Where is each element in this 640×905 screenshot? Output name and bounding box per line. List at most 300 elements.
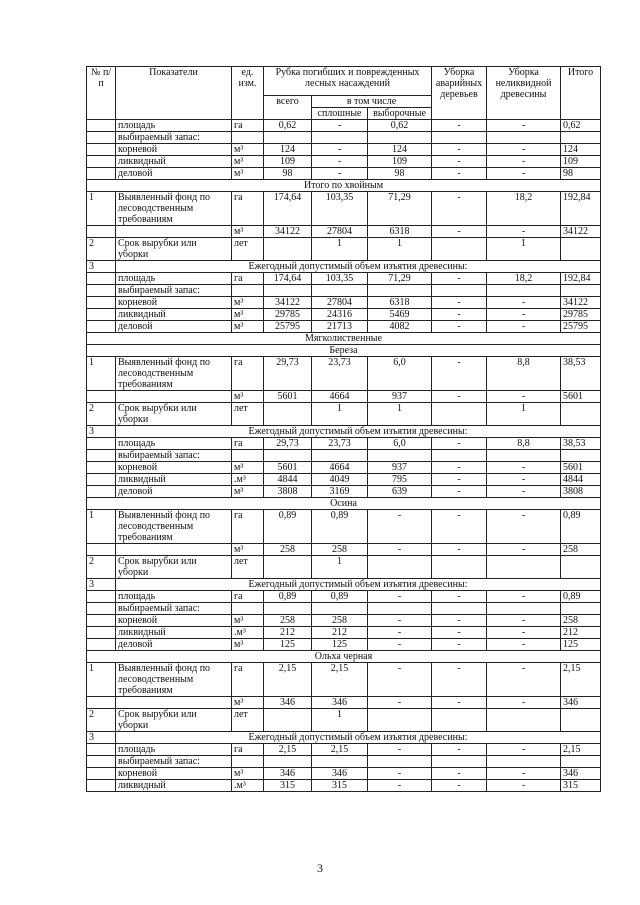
value-sum: 4844 [561, 474, 601, 486]
value-emergency: - [432, 486, 487, 498]
row-label: площадь [116, 591, 232, 603]
value-clear: 103,35 [312, 273, 368, 285]
value-emergency: - [432, 120, 487, 132]
value-total: 258 [264, 544, 312, 556]
value-selective: 1 [368, 238, 432, 261]
section-heading: Итого по хвойным [87, 180, 601, 192]
value-clear: 346 [312, 697, 368, 709]
table-row [87, 615, 601, 627]
row-unit: м³ [232, 544, 264, 556]
value-illiquid: - [487, 615, 561, 627]
value-illiquid: 18,2 [487, 192, 561, 226]
value-illiquid: 1 [487, 403, 561, 426]
value-total: 34122 [264, 226, 312, 238]
row-label: Выявленный фонд по лесоводственным требованиям [116, 357, 232, 391]
value-clear: 1 [312, 238, 368, 261]
value-clear: 258 [312, 615, 368, 627]
row-label [116, 544, 232, 556]
value-total: 3808 [264, 486, 312, 498]
value-clear [312, 285, 368, 297]
value-clear: 0,89 [312, 591, 368, 603]
row-label: выбираемый запас: [116, 603, 232, 615]
value-illiquid [487, 756, 561, 768]
value-sum [561, 403, 601, 426]
row-number [87, 744, 116, 756]
row-number [87, 226, 116, 238]
row-unit: м³ [232, 462, 264, 474]
row-unit: га [232, 510, 264, 544]
table-row [87, 744, 601, 756]
value-clear: 4049 [312, 474, 368, 486]
row-unit [232, 756, 264, 768]
value-illiquid [487, 132, 561, 144]
value-emergency: - [432, 156, 487, 168]
value-total: 34122 [264, 297, 312, 309]
value-clear: 4664 [312, 462, 368, 474]
value-illiquid: - [487, 663, 561, 697]
row-label: площадь [116, 744, 232, 756]
value-emergency: - [432, 474, 487, 486]
table-row [87, 357, 601, 391]
value-total: 174,64 [264, 192, 312, 226]
header-total: всего [264, 96, 312, 120]
value-emergency: - [432, 438, 487, 450]
table-row [87, 603, 601, 615]
table-row [87, 226, 601, 238]
value-total: 4844 [264, 474, 312, 486]
header-felling: Рубка погибших и поврежденных лесных насаждений [264, 67, 432, 96]
row-unit: м³ [232, 168, 264, 180]
row-number [87, 780, 116, 792]
header-clear: сплошные [312, 108, 368, 120]
table-row [87, 285, 601, 297]
value-clear: 23,73 [312, 357, 368, 391]
row-label: корневой [116, 297, 232, 309]
row-unit: м³ [232, 639, 264, 651]
value-clear: - [312, 120, 368, 132]
value-selective: 6,0 [368, 357, 432, 391]
value-selective: 1 [368, 403, 432, 426]
row-label: площадь [116, 438, 232, 450]
table-row [87, 391, 601, 403]
value-illiquid: - [487, 768, 561, 780]
row-label: корневой [116, 768, 232, 780]
row-unit: лет [232, 709, 264, 732]
value-sum: 258 [561, 544, 601, 556]
row-label: ликвидный [116, 780, 232, 792]
row-label: ликвидный [116, 309, 232, 321]
value-sum: 0,89 [561, 510, 601, 544]
value-sum [561, 603, 601, 615]
value-selective: - [368, 663, 432, 697]
section-row [87, 498, 601, 510]
value-sum: 98 [561, 168, 601, 180]
value-total: 124 [264, 144, 312, 156]
row-number [87, 450, 116, 462]
table-row [87, 156, 601, 168]
value-total: 0,62 [264, 120, 312, 132]
row-number: 1 [87, 357, 116, 391]
row-number [87, 168, 116, 180]
row-unit: га [232, 273, 264, 285]
value-emergency: - [432, 273, 487, 285]
value-total: 315 [264, 780, 312, 792]
table-row [87, 591, 601, 603]
row-label: Срок вырубки или уборки [116, 238, 232, 261]
row-number [87, 156, 116, 168]
value-illiquid: - [487, 297, 561, 309]
value-selective: - [368, 768, 432, 780]
value-selective: 6318 [368, 297, 432, 309]
value-total [264, 556, 312, 579]
value-clear: 2,15 [312, 663, 368, 697]
value-selective: - [368, 544, 432, 556]
value-sum [561, 238, 601, 261]
row-number: 3 [87, 426, 116, 438]
table-row [87, 697, 601, 709]
value-sum: 29785 [561, 309, 601, 321]
value-illiquid: - [487, 510, 561, 544]
value-clear: 258 [312, 544, 368, 556]
value-selective: 124 [368, 144, 432, 156]
value-sum: 38,53 [561, 357, 601, 391]
value-illiquid: - [487, 226, 561, 238]
row-label: деловой [116, 321, 232, 333]
value-selective: 6318 [368, 226, 432, 238]
value-emergency: - [432, 309, 487, 321]
value-emergency: - [432, 357, 487, 391]
value-illiquid: - [487, 462, 561, 474]
annual-volume-row [87, 732, 601, 744]
value-selective [368, 285, 432, 297]
value-sum: 5601 [561, 462, 601, 474]
value-emergency: - [432, 462, 487, 474]
value-total: 346 [264, 768, 312, 780]
table-row [87, 768, 601, 780]
table-row [87, 639, 601, 651]
header-num: № п/п [87, 67, 116, 120]
row-label: Срок вырубки или уборки [116, 403, 232, 426]
row-unit: га [232, 357, 264, 391]
value-sum: 3808 [561, 486, 601, 498]
table-row [87, 403, 601, 426]
row-unit: м³ [232, 297, 264, 309]
value-emergency [432, 403, 487, 426]
value-emergency: - [432, 663, 487, 697]
row-label: площадь [116, 120, 232, 132]
row-label: Выявленный фонд по лесоводственным требованиям [116, 510, 232, 544]
row-label: Срок вырубки или уборки [116, 556, 232, 579]
page-number: 3 [317, 861, 323, 875]
row-number [87, 544, 116, 556]
value-clear: 23,73 [312, 438, 368, 450]
value-clear: 21713 [312, 321, 368, 333]
value-selective: 0,62 [368, 120, 432, 132]
row-number [87, 285, 116, 297]
row-unit: м³ [232, 144, 264, 156]
value-emergency: - [432, 639, 487, 651]
table-row [87, 120, 601, 132]
annual-volume-row [87, 579, 601, 591]
value-sum: 109 [561, 156, 601, 168]
value-total: 346 [264, 697, 312, 709]
header-selective: выборочные [368, 108, 432, 120]
value-total: 212 [264, 627, 312, 639]
value-total: 29,73 [264, 438, 312, 450]
row-unit: га [232, 744, 264, 756]
value-selective [368, 556, 432, 579]
row-number [87, 462, 116, 474]
value-total: 29785 [264, 309, 312, 321]
value-selective [368, 132, 432, 144]
value-illiquid [487, 285, 561, 297]
value-selective: 98 [368, 168, 432, 180]
section-heading: Осина [87, 498, 601, 510]
row-number [87, 438, 116, 450]
value-sum: 0,62 [561, 120, 601, 132]
value-sum: 34122 [561, 226, 601, 238]
header-including: в том числе [312, 96, 432, 108]
value-illiquid: - [487, 474, 561, 486]
row-label: Выявленный фонд по лесоводственным требованиям [116, 192, 232, 226]
row-number [87, 309, 116, 321]
value-emergency: - [432, 192, 487, 226]
row-label: ликвидный [116, 627, 232, 639]
row-number [87, 768, 116, 780]
value-total: 2,15 [264, 663, 312, 697]
row-number [87, 591, 116, 603]
value-emergency: - [432, 615, 487, 627]
value-illiquid [487, 450, 561, 462]
value-clear: - [312, 156, 368, 168]
value-sum: 258 [561, 615, 601, 627]
value-sum: 346 [561, 697, 601, 709]
value-sum: 124 [561, 144, 601, 156]
table-row [87, 709, 601, 732]
value-emergency: - [432, 780, 487, 792]
annual-volume-heading: Ежегодный допустимый объем изъятия древесины: [116, 261, 601, 273]
value-illiquid: - [487, 697, 561, 709]
value-sum: 25795 [561, 321, 601, 333]
value-total [264, 238, 312, 261]
value-total [264, 285, 312, 297]
row-label: выбираемый запас: [116, 285, 232, 297]
row-label: деловой [116, 168, 232, 180]
row-number: 1 [87, 192, 116, 226]
value-emergency [432, 756, 487, 768]
value-sum [561, 285, 601, 297]
row-number [87, 273, 116, 285]
row-number [87, 321, 116, 333]
value-clear: 103,35 [312, 192, 368, 226]
value-selective: - [368, 510, 432, 544]
row-label: площадь [116, 273, 232, 285]
row-unit: га [232, 438, 264, 450]
row-label: корневой [116, 144, 232, 156]
value-clear: 125 [312, 639, 368, 651]
value-total: 0,89 [264, 591, 312, 603]
value-illiquid: - [487, 591, 561, 603]
value-selective: 795 [368, 474, 432, 486]
header-sum: Итого [561, 67, 601, 120]
row-unit [232, 450, 264, 462]
row-unit [232, 132, 264, 144]
section-row [87, 180, 601, 192]
table-row [87, 556, 601, 579]
value-sum [561, 132, 601, 144]
row-label: деловой [116, 639, 232, 651]
value-sum [561, 756, 601, 768]
table-row [87, 132, 601, 144]
row-label: Выявленный фонд по лесоводственным требованиям [116, 663, 232, 697]
value-emergency [432, 709, 487, 732]
row-label: деловой [116, 486, 232, 498]
row-number: 2 [87, 556, 116, 579]
value-selective: 937 [368, 462, 432, 474]
value-emergency [432, 603, 487, 615]
value-selective: - [368, 744, 432, 756]
row-unit [232, 603, 264, 615]
row-unit: га [232, 591, 264, 603]
value-illiquid: - [487, 544, 561, 556]
value-total: 29,73 [264, 357, 312, 391]
value-sum: 315 [561, 780, 601, 792]
annual-volume-heading: Ежегодный допустимый объем изъятия древесины: [116, 579, 601, 591]
row-label: выбираемый запас: [116, 132, 232, 144]
row-number: 1 [87, 663, 116, 697]
row-unit: м³ [232, 768, 264, 780]
row-number: 1 [87, 510, 116, 544]
row-number: 3 [87, 579, 116, 591]
row-label: корневой [116, 615, 232, 627]
table-row [87, 544, 601, 556]
row-number [87, 144, 116, 156]
row-unit: м³ [232, 391, 264, 403]
row-unit: га [232, 663, 264, 697]
value-clear: 315 [312, 780, 368, 792]
value-clear [312, 132, 368, 144]
section-heading: Береза [87, 345, 601, 357]
value-emergency: - [432, 768, 487, 780]
value-clear: 4664 [312, 391, 368, 403]
table-row [87, 474, 601, 486]
value-emergency: - [432, 544, 487, 556]
table-row [87, 238, 601, 261]
row-number [87, 486, 116, 498]
annual-volume-row [87, 261, 601, 273]
table-row [87, 438, 601, 450]
table-row [87, 663, 601, 697]
value-selective [368, 450, 432, 462]
table-row [87, 756, 601, 768]
value-clear: 1 [312, 556, 368, 579]
value-selective: 639 [368, 486, 432, 498]
value-illiquid [487, 709, 561, 732]
row-number [87, 639, 116, 651]
value-illiquid: - [487, 486, 561, 498]
row-unit: лет [232, 556, 264, 579]
row-unit: га [232, 120, 264, 132]
row-unit: .м³ [232, 780, 264, 792]
value-total: 2,15 [264, 744, 312, 756]
value-illiquid: - [487, 639, 561, 651]
value-total: 258 [264, 615, 312, 627]
value-sum: 34122 [561, 297, 601, 309]
value-selective: - [368, 697, 432, 709]
value-clear: 1 [312, 403, 368, 426]
value-illiquid: - [487, 144, 561, 156]
row-number: 3 [87, 261, 116, 273]
value-total: 98 [264, 168, 312, 180]
value-emergency [432, 556, 487, 579]
value-illiquid: - [487, 321, 561, 333]
value-clear: 212 [312, 627, 368, 639]
value-selective: - [368, 639, 432, 651]
table-row [87, 627, 601, 639]
value-total: 5601 [264, 391, 312, 403]
row-unit: м³ [232, 309, 264, 321]
value-emergency: - [432, 697, 487, 709]
value-sum: 2,15 [561, 744, 601, 756]
row-number [87, 297, 116, 309]
section-heading: Мягколиственные [87, 333, 601, 345]
row-unit: м³ [232, 226, 264, 238]
value-emergency [432, 285, 487, 297]
value-selective: 109 [368, 156, 432, 168]
value-sum [561, 450, 601, 462]
value-selective [368, 756, 432, 768]
row-unit: .м³ [232, 627, 264, 639]
row-unit: м³ [232, 156, 264, 168]
value-illiquid: 8,8 [487, 438, 561, 450]
row-number: 3 [87, 732, 116, 744]
value-total: 25795 [264, 321, 312, 333]
row-label: выбираемый запас: [116, 450, 232, 462]
value-clear: 27804 [312, 297, 368, 309]
value-total [264, 756, 312, 768]
value-selective: 937 [368, 391, 432, 403]
value-illiquid: 18,2 [487, 273, 561, 285]
table-row [87, 486, 601, 498]
value-emergency [432, 450, 487, 462]
value-selective: - [368, 615, 432, 627]
table-row [87, 450, 601, 462]
value-emergency [432, 238, 487, 261]
value-sum: 212 [561, 627, 601, 639]
value-sum: 5601 [561, 391, 601, 403]
row-unit: м³ [232, 486, 264, 498]
value-clear: 24316 [312, 309, 368, 321]
value-selective: 4082 [368, 321, 432, 333]
value-total: 5601 [264, 462, 312, 474]
value-emergency: - [432, 510, 487, 544]
value-sum [561, 556, 601, 579]
table-row [87, 192, 601, 226]
value-clear: 27804 [312, 226, 368, 238]
value-illiquid: - [487, 744, 561, 756]
row-unit: лет [232, 403, 264, 426]
value-sum: 38,53 [561, 438, 601, 450]
header-unit: ед. изм. [232, 67, 264, 120]
row-number [87, 615, 116, 627]
row-unit: .м³ [232, 474, 264, 486]
value-emergency: - [432, 168, 487, 180]
value-illiquid [487, 603, 561, 615]
table-row [87, 144, 601, 156]
value-illiquid: - [487, 780, 561, 792]
value-illiquid: - [487, 120, 561, 132]
value-emergency: - [432, 627, 487, 639]
